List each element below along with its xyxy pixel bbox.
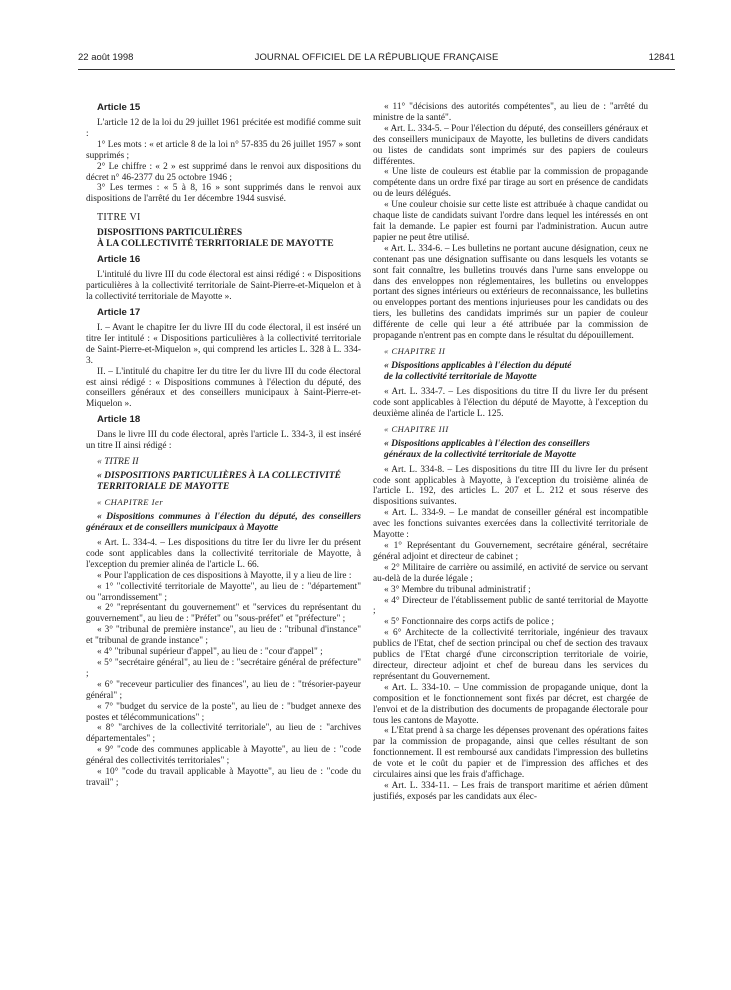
paragraph: « Art. L. 334-5. – Pour l'élection du député, des conseillers généraux et des conseillers municipaux de Mayotte, les bulletins de divers candidats ou listes de candidats sont imprimés sur des papiers de couleurs différentes. <box>373 123 648 167</box>
list-item: « 10° "code du travail applicable à Mayotte", au lieu de : "code du travail" ; <box>86 767 361 788</box>
paragraph: 2° Le chiffre : « 2 » est supprimé dans le renvoi aux dispositions du décret n° 46-2377 du 25 octobre 1946 ; <box>86 161 361 183</box>
list-item: « 2° Militaire de carrière ou assimilé, en activité de service ou servant au-delà de la durée légale ; <box>373 562 648 584</box>
chapitre-2-label: « CHAPITRE II <box>384 345 446 356</box>
article-16-heading: Article 16 <box>97 254 141 266</box>
paragraph: « Art. L. 334-4. – Les dispositions du titre Ier du livre Ier du présent code sont applicables dans la collectivité territoriale de Mayotte, à l'exception du premier alinéa de l'article L. 66. <box>86 538 361 570</box>
header-rule <box>78 69 675 70</box>
article-15-heading: Article 15 <box>97 102 141 113</box>
titre-2-heading-line1: « DISPOSITIONS PARTICULIÈRES À LA COLLECTIVITÉ <box>97 471 341 482</box>
titre-2-label: « TITRE II <box>97 456 139 468</box>
chapitre-1-heading: « Dispositions communes à l'élection du député, des conseillers généraux et de conseillers municipaux à Mayotte <box>86 512 361 534</box>
list-item: « 8° "archives de la collectivité territoriale", au lieu de : "archives départementales" ; <box>86 723 361 745</box>
list-item: « 7° "budget du service de la poste", au lieu de : "budget annexe des postes et télécommunications" ; <box>86 701 361 723</box>
list-item: « 5° Fonctionnaire des corps actifs de police ; <box>384 617 554 628</box>
paragraph: Dans le livre III du code électoral, après l'article L. 334-3, il est inséré un titre II ainsi rédigé : <box>86 430 361 452</box>
page-header <box>78 52 675 66</box>
paragraph: « 11° "décisions des autorités compétentes", au lieu de : "arrêté du ministre de la santé". <box>373 102 648 123</box>
titre-6-heading-line1: DISPOSITIONS PARTICULIÈRES <box>97 228 243 239</box>
list-item: « 2° "représentant du gouvernement" et "services du représentant du gouvernement", au lieu de : "Préfet" ou "sous-préfet" et "préfecture" ; <box>86 603 361 625</box>
list-item: « 6° "receveur particulier des finances", au lieu de : "trésorier-payeur général" ; <box>86 679 361 701</box>
list-item: « 1° "collectivité territoriale de Mayotte", au lieu de : "département" ou "arrondissement" ; <box>86 581 361 603</box>
titre-2-heading-line2: TERRITORIALE DE MAYOTTE <box>97 482 230 493</box>
paragraph: II. – L'intitulé du chapitre Ier du titre Ier du livre III du code électoral est ainsi rédigé : « Dispositions communes à l'élection du député, des conseillers généraux et des conseillers municipaux à Saint-Pierre-et-Miquelon ». <box>86 366 361 410</box>
paragraph: « Une liste de couleurs est établie par la commission de propagande compétente dans un ordre fixé par tirage au sort en présence de candidats ou de leurs délégués. <box>373 167 648 200</box>
list-item: « 3° Membre du tribunal administratif ; <box>384 584 531 595</box>
chapitre-1-label: « CHAPITRE Ier <box>97 497 164 508</box>
titre-6-label: TITRE VI <box>97 212 141 224</box>
paragraph: « Art. L. 334-7. – Les dispositions du titre II du livre Ier du présent code sont applicables à l'élection du député de Mayotte, à l'exception du deuxième alinéa de l'article L. 125. <box>373 386 648 419</box>
left-column <box>86 102 361 982</box>
chapitre-2-heading-line1: « Dispositions applicables à l'élection du député <box>384 360 572 371</box>
list-item: « 3° "tribunal de première instance", au lieu de : "tribunal d'instance" et "tribunal de grande instance" ; <box>86 625 361 647</box>
titre-6-heading-line2: À LA COLLECTIVITÉ TERRITORIALE DE MAYOTTE <box>97 239 334 250</box>
journal-title: JOURNAL OFFICIEL DE LA RÉPUBLIQUE FRANÇAISE <box>254 52 499 63</box>
page-number: 12841 <box>648 52 675 63</box>
chapitre-2-heading-line2: de la collectivité territoriale de Mayotte <box>384 371 537 382</box>
chapitre-3-heading-line1: « Dispositions applicables à l'élection des conseillers <box>384 438 590 449</box>
paragraph: « Art. L. 334-10. – Une commission de propagande unique, dont la composition et le fonctionnement sont fixés par décret, est chargée de l'envoi et de la distribution des documents de propagande électorale pour tous les cantons de Mayotte. <box>373 682 648 726</box>
right-column <box>373 102 648 982</box>
paragraph: « Une couleur choisie sur cette liste est attribuée à chaque candidat ou chaque liste de candidats suivant l'ordre dans lequel les intéressés en ont fait la demande. Le papier est fourni par l'administration. Aucun autre papier ne peut être utilisé. <box>373 200 648 243</box>
list-item: « 4° Directeur de l'établissement public de santé territorial de Mayotte ; <box>373 595 648 617</box>
paragraph: L'intitulé du livre III du code électoral est ainsi rédigé : « Dispositions particulières à la collectivité territoriale de Saint-Pierre-et-Miquelon et à la collectivité territoriale de Mayotte ». <box>86 270 361 303</box>
chapitre-3-heading-line2: généraux de la collectivité territoriale de Mayotte <box>384 449 577 460</box>
paragraph: « Art. L. 334-6. – Les bulletins ne portant aucune désignation, ceux ne contenant pas une désignation suffisante ou dans lesquels les votants se sont fait connaître, les bulletins trouvés dans l'urne sans enveloppe ou dans des enveloppes non réglementaires, les bulletins ou enveloppes portant des signes intérieurs ou extérieurs de reconnaissance, les bulletins ou enveloppes portant des mentions injurieuses pour les candidats ou des tiers, les bulletins des candidats imprimés sur un papier de couleur différente de celle qui leur a été attribuée par la commission de propagande n'entrent pas en compte dans le résultat du dépouillement. <box>373 243 648 342</box>
list-item: « 4° "tribunal supérieur d'appel", au lieu de : "cour d'appel" ; <box>97 647 323 658</box>
list-item: « 9° "code des communes applicable à Mayotte", au lieu de : "code général des collectivités territoriales" ; <box>86 745 361 767</box>
list-item: « 1° Représentant du Gouvernement, secrétaire général, secrétaire général adjoint et directeur de cabinet ; <box>373 541 648 562</box>
article-17-heading: Article 17 <box>97 306 141 318</box>
paragraph: 3° Les termes : « 5 à 8, 16 » sont supprimés dans le renvoi aux dispositions de l'arrêté du 1er décembre 1944 susvisé. <box>86 183 361 205</box>
paragraph: « Art. L. 334-11. – Les frais de transport maritime et aérien dûment justifiés, exposés par les candidats aux élec- <box>373 780 648 802</box>
paragraph: I. – Avant le chapitre Ier du livre III du code électoral, il est inséré un titre Ier intitulé : « Dispositions particulières à la collectivité territoriale de Saint-Pierre-et-Miquelon », qui comprend les articles L. 328 à L. 334-3. <box>86 322 361 366</box>
paragraph: L'article 12 de la loi du 29 juillet 1961 précitée est modifié comme suit : <box>86 118 361 139</box>
paragraph: « L'Etat prend à sa charge les dépenses provenant des opérations faites par la commission de propagande, ainsi que celles résultant de son fonctionnement. Il est remboursé aux candidats l'impression des bulletins de vote et le coût du papier et de l'impression des affiches et des circulaires ainsi que les frais d'affichage. <box>373 726 648 781</box>
paragraph: « Art. L. 334-8. – Les dispositions du titre III du livre Ier du présent code sont applicables à Mayotte, à l'exception du troisième alinéa de l'article L. 192, des articles L. 207 et L. 212 et sous réserve des dispositions suivantes. <box>373 464 648 508</box>
paragraph: 1° Les mots : « et article 8 de la loi n° 57-835 du 26 juillet 1957 » sont supprimés ; <box>86 139 361 161</box>
header-date: 22 août 1998 <box>78 52 134 63</box>
article-18-heading: Article 18 <box>97 414 141 426</box>
list-item: « 6° Architecte de la collectivité territoriale, ingénieur des travaux publics de l'Etat, chef de section principal ou chef de section des travaux publics de l'Etat chargé d'une circonscription territoriale de voirie, directeur, directeur adjoint et chef de bureau dans les services du représentant du Gouvernement. <box>373 628 648 682</box>
list-item: « 5° "secrétaire général", au lieu de : "secrétaire général de préfecture" ; <box>86 658 361 679</box>
paragraph: « Pour l'application de ces dispositions à Mayotte, il y a lieu de lire : <box>97 570 352 581</box>
paragraph: « Art. L. 334-9. – Le mandat de conseiller général est incompatible avec les fonctions suivantes exercées dans la collectivité territoriale de Mayotte : <box>373 508 648 541</box>
chapitre-3-label: « CHAPITRE III <box>384 423 449 434</box>
